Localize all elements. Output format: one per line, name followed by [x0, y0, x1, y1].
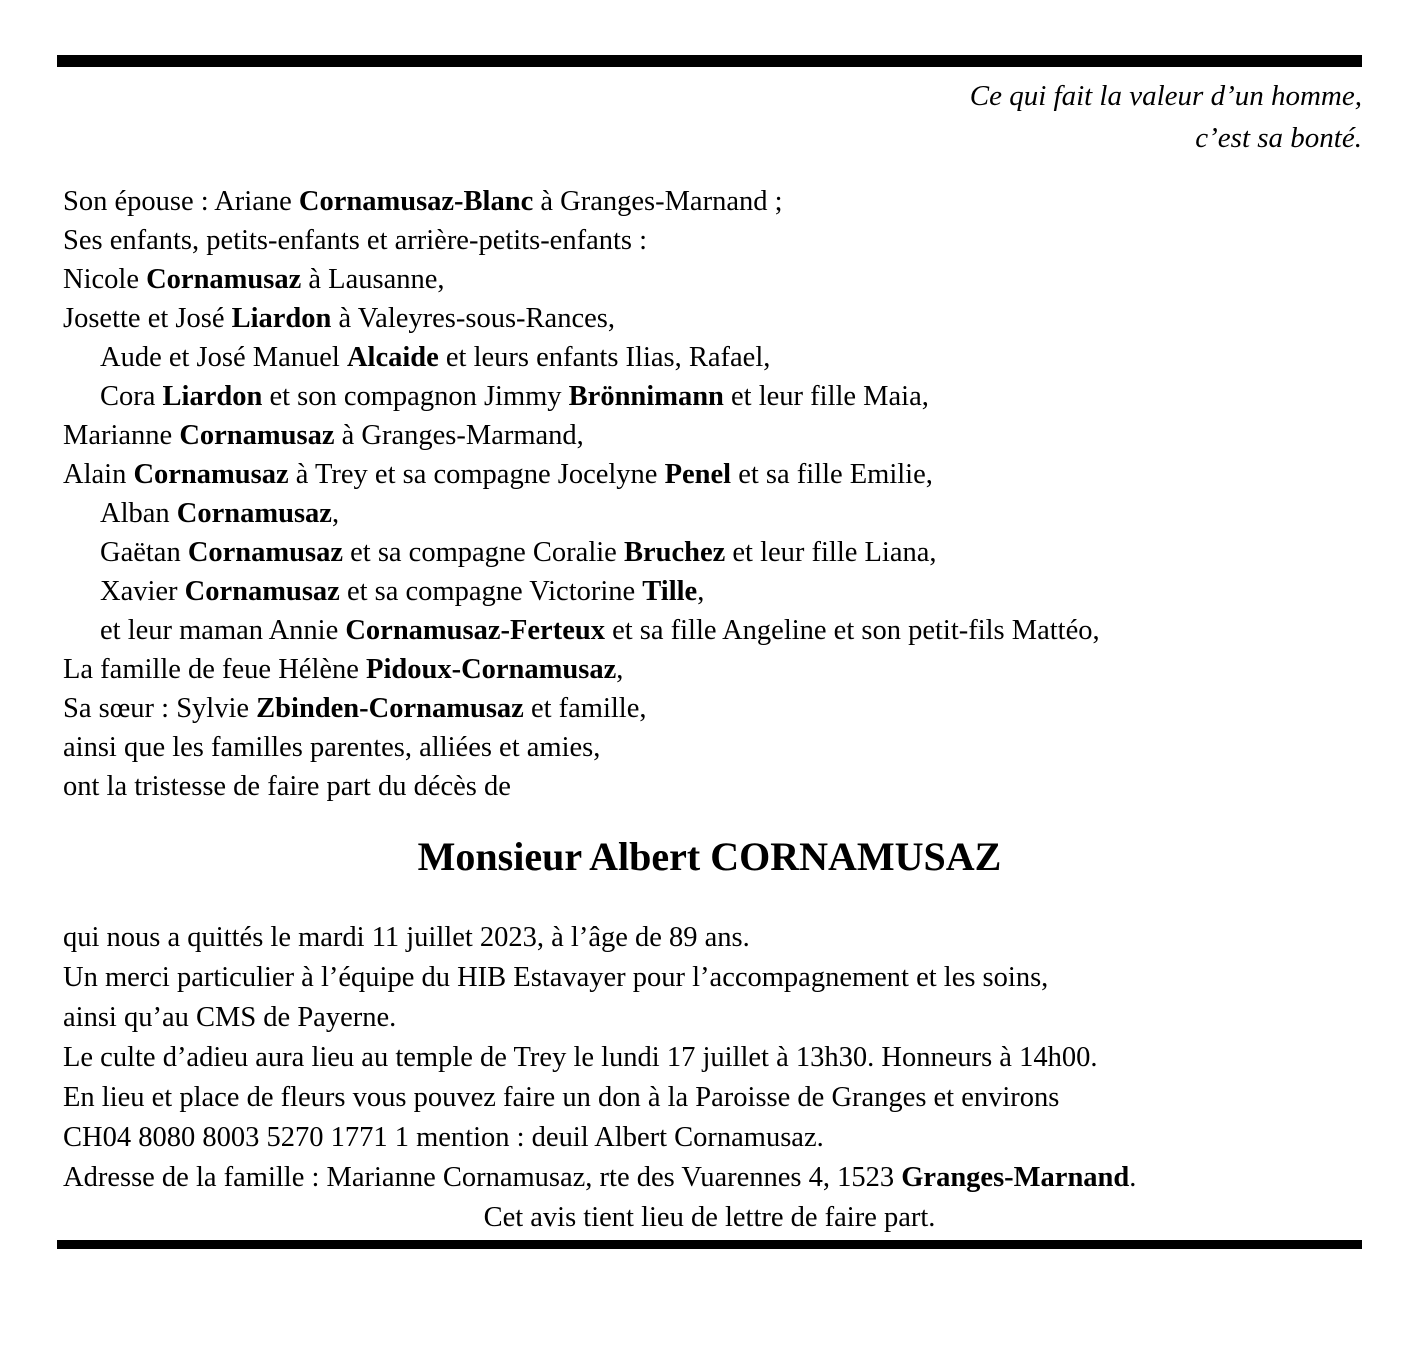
family-line — [63, 260, 1362, 299]
family-line — [63, 728, 1362, 767]
text-segment: et leurs enfants Ilias, Rafael, — [438, 342, 771, 373]
text-segment: Marianne — [63, 420, 180, 451]
text-segment: La famille de feue Hélène — [63, 654, 367, 685]
deceased-name: Monsieur Albert CORNAMUSAZ — [417, 834, 1002, 879]
text-segment: , — [331, 498, 340, 529]
epigraph — [57, 75, 1362, 159]
name-emphasis: Pidoux-Cornamusaz — [366, 654, 617, 685]
bottom-divider — [57, 1240, 1362, 1249]
text-segment: Son épouse : Ariane — [63, 186, 299, 217]
family-line — [63, 221, 1362, 260]
name-emphasis: Cornamusaz — [179, 420, 335, 451]
text-segment: , — [697, 576, 705, 607]
announcement-details — [57, 918, 1362, 1198]
text-segment: Ses enfants, petits-enfants et arrière-petits-enfants : — [63, 225, 648, 256]
epigraph-line-2: c’est sa bonté. — [1195, 122, 1362, 154]
name-emphasis: Cornamusaz-Blanc — [298, 186, 534, 217]
family-line — [63, 767, 1362, 806]
family-line — [63, 338, 1362, 377]
text-segment: Josette et José — [63, 303, 232, 334]
text-segment: ainsi que les familles parentes, alliées et amies, — [63, 732, 601, 763]
name-emphasis: Cornamusaz — [176, 498, 332, 529]
name-emphasis: Bruchez — [623, 537, 726, 568]
text-segment: ainsi qu’au CMS de Payerne. — [63, 1002, 397, 1033]
detail-line — [63, 1078, 1362, 1118]
text-segment: et famille, — [523, 693, 647, 724]
name-emphasis: Cornamusaz — [133, 459, 289, 490]
text-segment: Cora — [100, 381, 163, 412]
name-emphasis: Liardon — [162, 381, 263, 412]
name-emphasis: Brönnimann — [568, 381, 724, 412]
closing-line: Cet avis tient lieu de lettre de faire part. — [483, 1202, 936, 1233]
text-segment: et sa compagne Coralie — [343, 537, 624, 568]
name-emphasis: Zbinden-Cornamusaz — [256, 693, 524, 724]
text-segment: et sa compagne Victorine — [339, 576, 643, 607]
name-emphasis: Tille — [642, 576, 698, 607]
text-segment: Gaëtan — [100, 537, 188, 568]
text-segment: Xavier — [100, 576, 185, 607]
family-line — [63, 299, 1362, 338]
text-segment: En lieu et place de fleurs vous pouvez faire un don à la Paroisse de Granges et environs — [63, 1082, 1060, 1113]
detail-line — [63, 918, 1362, 958]
text-segment: Nicole — [63, 264, 147, 295]
text-segment: , — [616, 654, 624, 685]
text-segment: à Granges-Marmand, — [334, 420, 584, 451]
text-segment: à Trey et sa compagne Jocelyne — [288, 459, 665, 490]
text-segment: à Lausanne, — [301, 264, 445, 295]
text-segment: ont la tristesse de faire part du décès de — [63, 771, 511, 802]
family-line — [63, 494, 1362, 533]
name-emphasis: Alcaide — [346, 342, 439, 373]
family-line — [63, 377, 1362, 416]
detail-line — [63, 1118, 1362, 1158]
detail-line — [63, 958, 1362, 998]
family-line — [63, 650, 1362, 689]
text-segment: à Valeyres-sous-Rances, — [331, 303, 615, 334]
text-segment: Aude et José Manuel — [100, 342, 347, 373]
text-segment: et sa fille Angeline et son petit-fils Mattéo, — [604, 615, 1100, 646]
text-segment: à Granges-Marnand ; — [533, 186, 783, 217]
text-segment: Alban — [100, 498, 177, 529]
text-segment: et leur fille Maia, — [723, 381, 929, 412]
name-emphasis: Cornamusaz — [146, 264, 302, 295]
family-line — [63, 689, 1362, 728]
top-divider — [57, 55, 1362, 67]
text-segment: Un merci particulier à l’équipe du HIB Estavayer pour l’accompagnement et les soins, — [63, 962, 1049, 993]
family-line — [63, 533, 1362, 572]
text-segment: et leur fille Liana, — [725, 537, 937, 568]
family-line — [63, 572, 1362, 611]
name-emphasis: Granges-Marnand — [901, 1162, 1130, 1193]
family-line — [63, 182, 1362, 221]
epigraph-line-1: Ce qui fait la valeur d’un homme, — [969, 80, 1362, 112]
detail-line — [63, 1038, 1362, 1078]
family-line — [63, 416, 1362, 455]
obituary-page — [0, 55, 1414, 1349]
text-segment: CH04 8080 8003 5270 1771 1 mention : deuil Albert Cornamusaz. — [63, 1122, 824, 1153]
name-emphasis: Liardon — [231, 303, 332, 334]
text-segment: Sa sœur : Sylvie — [63, 693, 257, 724]
text-segment: . — [1129, 1162, 1137, 1193]
text-segment: et son compagnon Jimmy — [262, 381, 569, 412]
text-segment: Alain — [63, 459, 134, 490]
text-segment: Le culte d’adieu aura lieu au temple de Trey le lundi 17 juillet à 13h30. Honneurs à 14h00. — [63, 1042, 1098, 1073]
detail-line — [63, 1158, 1362, 1198]
name-emphasis: Cornamusaz — [184, 576, 340, 607]
family-line — [63, 455, 1362, 494]
text-segment: Adresse de la famille : Marianne Cornamusaz, rte des Vuarennes 4, 1523 — [63, 1162, 902, 1193]
name-emphasis: Penel — [664, 459, 732, 490]
text-segment: et leur maman Annie — [100, 615, 346, 646]
detail-line — [63, 998, 1362, 1038]
name-emphasis: Cornamusaz — [187, 537, 343, 568]
text-segment: et sa fille Emilie, — [731, 459, 933, 490]
family-line — [63, 611, 1362, 650]
name-emphasis: Cornamusaz-Ferteux — [345, 615, 605, 646]
family-list — [57, 182, 1362, 806]
text-segment: qui nous a quittés le mardi 11 juillet 2023, à l’âge de 89 ans. — [63, 922, 750, 953]
